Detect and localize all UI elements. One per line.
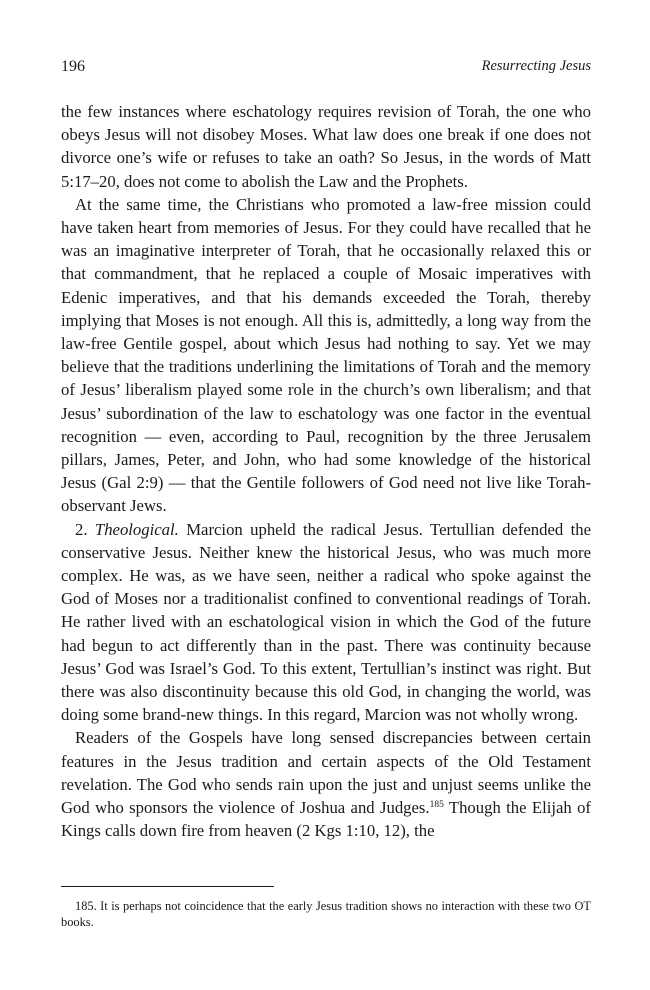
footnote-reference: 185 xyxy=(429,800,444,811)
footnote: 185. It is perhaps not coincidence that the early Jesus tradition shows no interaction with these two OT books. xyxy=(61,899,591,929)
running-head xyxy=(61,58,591,80)
book-page xyxy=(61,0,591,990)
body-text xyxy=(61,100,591,843)
section-body: Marcion upheld the radical Jesus. Tertullian defended the conservative Jesus. Neither knew the historical Jesus, who was much more complex. He was, as we have seen, neither a radical who spoke against the God of Moses nor a traditionalist confined to conventional readings of Torah. He rather lived with an eschatological vision in which the God of the future had begun to act differently than in the past. There was continuity because Jesus’ God was Israel’s God. To this extent, Tertullian’s instinct was right. But there was also discontinuity because this old God, in changing the world, was doing some brand-new things. In this regard, Marcion was not wholly wrong. xyxy=(61,519,591,725)
paragraph-continuation: the few instances where eschatology requires revision of Torah, the one who obeys Jesus will not disobey Moses. What law does one break if one does not divorce one’s wife or refuses to take an oath? So Jesus, in the words of Matt 5:17–20, does not come to abolish the Law and the Prophets. xyxy=(61,102,591,191)
footnote-divider xyxy=(61,886,274,887)
paragraph-theological xyxy=(61,518,591,727)
running-title: Resurrecting Jesus xyxy=(481,58,591,74)
section-number: 2. xyxy=(75,519,95,539)
page-number: 196 xyxy=(61,58,85,75)
paragraph-text-after-note: Though the Elijah of Kings calls down fire from heaven (2 Kgs 1:10, 12), the xyxy=(61,798,591,841)
paragraph-law-free-mission: At the same time, the Christians who promoted a law-free mission could have taken heart from memories of Jesus. For they could have recalled that he was an imaginative interpreter of Torah, that he occasionally relaxed this or that commandment, that he replaced a couple of Mosaic imperatives with Edenic imperatives, and that his demands exceeded the Torah, thereby implying that Moses is not enough. All this is, admittedly, a long way from the law-free Gentile gospel, about which Jesus had nothing to say. Yet we may believe that the traditions underlining the limitations of Torah and the memory of Jesus’ liberalism played some role in the church’s own liberalism; and that Jesus’ subordination of the law to eschatology was one factor in the eventual recognition — even, according to Paul, recognition by the three Jerusalem pillars, James, Peter, and John, who had some knowledge of the historical Jesus (Gal 2:9) — that the Gentile followers of God need not live like Torah-observant Jews. xyxy=(61,194,591,516)
section-heading: Theological. xyxy=(94,519,179,539)
paragraph-text-before-note: Readers of the Gospels have long sensed discrepancies between certain features in the Jesus tradition and certain aspects of the Old Testament revelation. The God who sends rain upon the just and unjust seems unlike the God who sponsors the violence of Joshua and Judges. xyxy=(61,728,591,818)
paragraph-discrepancies xyxy=(61,726,591,842)
